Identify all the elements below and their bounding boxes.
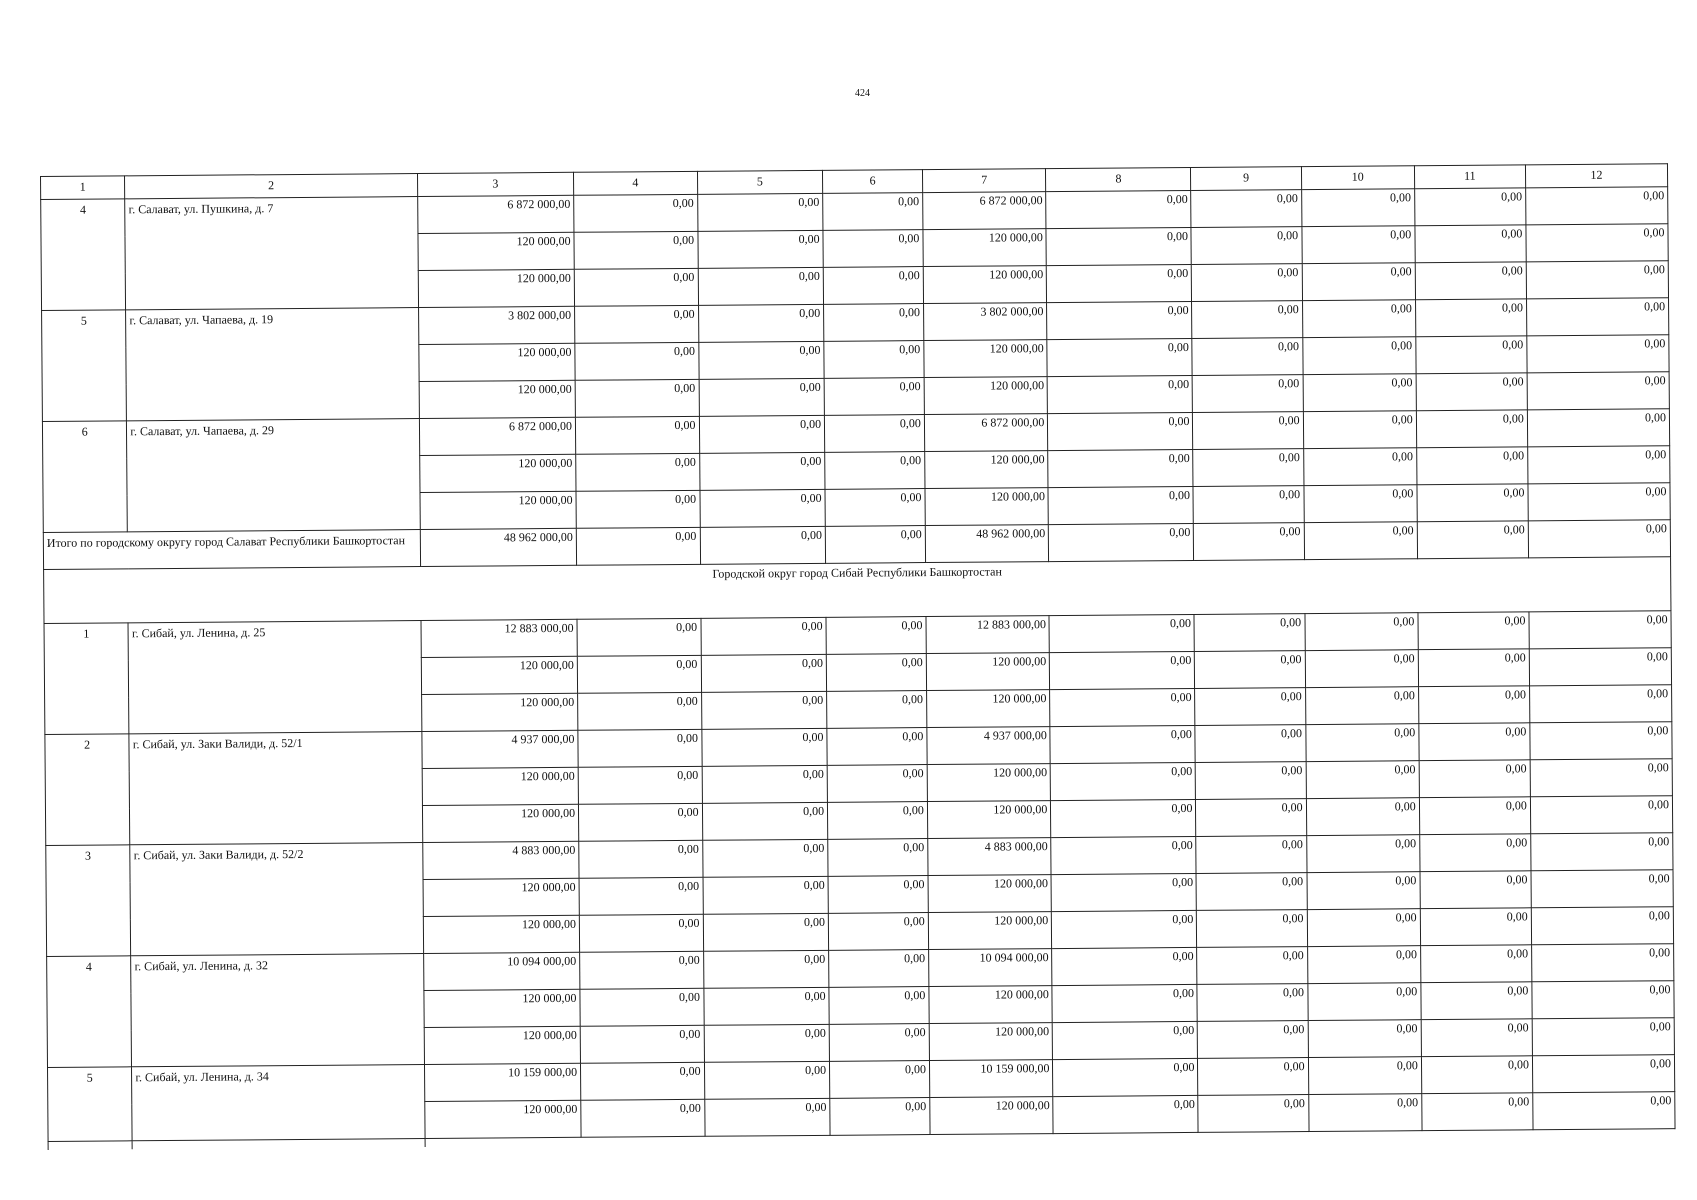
value-cell-col-10: 0,00 (1306, 835, 1419, 873)
value-cell-col-3: 6 872 000,00 (419, 417, 576, 455)
value-cell-col-6: 0,00 (827, 728, 927, 766)
row-number-cell: 3 (46, 845, 131, 957)
header-cell-4: 4 (574, 171, 698, 195)
value-cell-col-6: 0,00 (824, 378, 924, 416)
value-cell-col-9: 0,00 (1194, 614, 1304, 652)
value-cell-col-8: 0,00 (1051, 873, 1196, 911)
value-cell-col-10: 0,00 (1307, 872, 1420, 910)
value-cell-col-3: 120 000,00 (424, 1100, 581, 1138)
value-cell-col-9: 0,00 (1195, 688, 1305, 726)
value-cell-col-11: 0,00 (1416, 373, 1527, 411)
value-cell-col-11: 0,00 (1419, 723, 1530, 761)
value-cell-col-3: 10 159 000,00 (424, 1063, 581, 1101)
value-cell-col-3: 120 000,00 (420, 491, 577, 529)
value-cell-col-7: 120 000,00 (924, 377, 1048, 415)
value-cell-col-4: 0,00 (578, 766, 702, 804)
value-cell-col-10: 0,00 (1308, 1020, 1421, 1058)
row-number-cell: 1 (44, 623, 129, 735)
value-cell-col-12: 0,00 (1526, 298, 1668, 336)
value-cell-col-9: 0,00 (1192, 338, 1302, 376)
address-cell: г. Салават, ул. Чапаева, д. 29 (127, 419, 420, 532)
value-cell-col-11: 0,00 (1420, 945, 1531, 983)
address-cell: г. Сибай, ул. Ленина, д. 32 (131, 954, 424, 1067)
value-cell-col-7: 120 000,00 (925, 488, 1049, 526)
value-cell-col-10: 0,00 (1302, 337, 1415, 375)
value-cell-col-4: 0,00 (580, 951, 704, 989)
value-cell-col-6: 0,00 (828, 802, 928, 840)
value-cell-col-9: 0,00 (1198, 1095, 1308, 1133)
address-cell: г. Сибай, ул. Ленина, д. 34 (132, 1065, 425, 1141)
value-cell-col-6: 0,00 (827, 691, 927, 729)
value-cell-col-4: 0,00 (579, 840, 703, 878)
value-cell-col-4: 0,00 (575, 379, 699, 417)
value-cell-col-3: 120 000,00 (419, 380, 576, 418)
value-cell-col-12: 0,00 (1532, 981, 1674, 1019)
value-cell-col-8: 0,00 (1051, 762, 1196, 800)
value-cell-col-4: 0,00 (574, 268, 698, 306)
value-cell-col-6: 0,00 (825, 452, 925, 490)
row-number-cell: 6 (42, 421, 127, 533)
value-cell-col-10: 0,00 (1302, 226, 1415, 264)
value-cell-col-9: 0,00 (1198, 1058, 1308, 1096)
value-cell-col-4: 0,00 (574, 194, 698, 232)
value-cell-col-7: 120 000,00 (928, 875, 1052, 913)
value-cell-col-4: 0,00 (575, 416, 699, 454)
value-cell-col-7: 120 000,00 (927, 764, 1051, 802)
value-cell-col-6: 0,00 (829, 1024, 929, 1062)
budget-table (40, 163, 1676, 1150)
value-cell-col-12: 0,00 (1531, 944, 1673, 982)
value-cell-col-12: 0,00 (1528, 446, 1670, 484)
header-cell-6: 6 (823, 170, 923, 194)
value-cell-col-12: 0,00 (1528, 483, 1670, 521)
address-cell: г. Сибай, ул. Заки Валиди, д. 52/2 (130, 843, 423, 956)
total-value-col-4: 0,00 (576, 527, 700, 565)
value-cell-col-12: 0,00 (1531, 870, 1673, 908)
value-cell-col-11: 0,00 (1415, 262, 1526, 300)
address-cell: г. Салават, ул. Чапаева, д. 19 (126, 308, 419, 421)
continuation-cell (48, 1141, 132, 1150)
header-cell-9: 9 (1191, 167, 1301, 191)
value-cell-col-10: 0,00 (1305, 687, 1418, 725)
value-cell-col-9: 0,00 (1193, 412, 1303, 450)
value-cell-col-4: 0,00 (578, 729, 702, 767)
header-cell-2: 2 (125, 174, 417, 199)
value-cell-col-7: 120 000,00 (928, 912, 1052, 950)
value-cell-col-4: 0,00 (578, 692, 702, 730)
value-cell-col-12: 0,00 (1526, 261, 1668, 299)
value-cell-col-12: 0,00 (1529, 611, 1671, 649)
value-cell-col-12: 0,00 (1527, 335, 1669, 373)
value-cell-col-5: 0,00 (704, 1061, 830, 1099)
value-cell-col-5: 0,00 (702, 802, 828, 840)
value-cell-col-4: 0,00 (581, 1062, 705, 1100)
value-cell-col-8: 0,00 (1047, 375, 1192, 413)
value-cell-col-8: 0,00 (1048, 486, 1193, 524)
total-value-col-10: 0,00 (1304, 522, 1417, 560)
value-cell-col-10: 0,00 (1303, 374, 1416, 412)
row-number-cell: 5 (48, 1067, 133, 1142)
value-cell-col-7: 6 872 000,00 (924, 414, 1048, 452)
value-cell-col-6: 0,00 (830, 1061, 930, 1099)
value-cell-col-10: 0,00 (1307, 946, 1420, 984)
value-cell-col-7: 10 159 000,00 (929, 1060, 1053, 1098)
value-cell-col-8: 0,00 (1051, 799, 1196, 837)
value-cell-col-9: 0,00 (1193, 375, 1303, 413)
value-cell-col-4: 0,00 (575, 305, 699, 343)
value-cell-col-8: 0,00 (1047, 301, 1192, 339)
value-cell-col-9: 0,00 (1192, 301, 1302, 339)
value-cell-col-11: 0,00 (1416, 447, 1527, 485)
value-cell-col-6: 0,00 (829, 950, 929, 988)
value-cell-col-3: 120 000,00 (418, 269, 575, 307)
value-cell-col-8: 0,00 (1046, 190, 1191, 228)
value-cell-col-7: 4 937 000,00 (927, 727, 1051, 765)
value-cell-col-3: 10 094 000,00 (423, 952, 580, 990)
row-number-cell: 2 (45, 734, 130, 846)
value-cell-col-11: 0,00 (1422, 1093, 1533, 1131)
value-cell-col-5: 0,00 (701, 728, 827, 766)
value-cell-col-4: 0,00 (577, 618, 701, 656)
value-cell-col-7: 12 883 000,00 (926, 616, 1050, 654)
continuation-cell (132, 1139, 424, 1150)
value-cell-col-9: 0,00 (1197, 947, 1307, 985)
value-cell-col-12: 0,00 (1527, 372, 1669, 410)
value-cell-col-12: 0,00 (1529, 685, 1671, 723)
value-cell-col-8: 0,00 (1048, 412, 1193, 450)
value-cell-col-3: 120 000,00 (423, 878, 580, 916)
value-cell-col-8: 0,00 (1047, 264, 1192, 302)
value-cell-col-8: 0,00 (1047, 338, 1192, 376)
total-value-col-12: 0,00 (1528, 520, 1670, 558)
value-cell-col-4: 0,00 (580, 988, 704, 1026)
row-number-cell: 5 (42, 310, 127, 422)
value-cell-col-11: 0,00 (1415, 225, 1526, 263)
value-cell-col-7: 4 883 000,00 (928, 838, 1052, 876)
value-cell-col-5: 0,00 (701, 691, 827, 729)
value-cell-col-9: 0,00 (1196, 836, 1306, 874)
value-cell-col-8: 0,00 (1053, 1058, 1198, 1096)
value-cell-col-11: 0,00 (1421, 1019, 1532, 1057)
value-cell-col-9: 0,00 (1191, 227, 1301, 265)
row-number-cell: 4 (41, 199, 126, 311)
value-cell-col-11: 0,00 (1421, 982, 1532, 1020)
value-cell-col-9: 0,00 (1196, 762, 1306, 800)
value-cell-col-7: 120 000,00 (929, 986, 1053, 1024)
value-cell-col-6: 0,00 (823, 193, 923, 231)
value-cell-col-10: 0,00 (1305, 613, 1418, 651)
value-cell-col-4: 0,00 (580, 1025, 704, 1063)
header-cell-3: 3 (417, 172, 574, 196)
value-cell-col-6: 0,00 (826, 617, 926, 655)
budget-table-sheet (40, 163, 1676, 1150)
value-cell-col-3: 4 883 000,00 (422, 841, 579, 879)
value-cell-col-12: 0,00 (1529, 648, 1671, 686)
value-cell-col-11: 0,00 (1418, 612, 1529, 650)
value-cell-col-11: 0,00 (1418, 649, 1529, 687)
value-cell-col-8: 0,00 (1053, 1095, 1198, 1133)
value-cell-col-10: 0,00 (1308, 1057, 1421, 1095)
value-cell-col-7: 120 000,00 (924, 340, 1048, 378)
page-number: 424 (855, 88, 870, 99)
value-cell-col-7: 120 000,00 (925, 451, 1049, 489)
value-cell-col-9: 0,00 (1193, 449, 1303, 487)
value-cell-col-8: 0,00 (1052, 910, 1197, 948)
value-cell-col-5: 0,00 (704, 1098, 830, 1136)
value-cell-col-9: 0,00 (1197, 984, 1307, 1022)
value-cell-col-8: 0,00 (1048, 449, 1193, 487)
value-cell-col-11: 0,00 (1417, 484, 1528, 522)
value-cell-col-12: 0,00 (1531, 907, 1673, 945)
value-cell-col-7: 6 872 000,00 (923, 192, 1047, 230)
value-cell-col-5: 0,00 (701, 617, 827, 655)
value-cell-col-7: 3 802 000,00 (923, 303, 1047, 341)
value-cell-col-5: 0,00 (702, 765, 828, 803)
value-cell-col-3: 120 000,00 (423, 915, 580, 953)
value-cell-col-3: 12 883 000,00 (421, 619, 578, 657)
value-cell-col-7: 120 000,00 (929, 1023, 1053, 1061)
value-cell-col-5: 0,00 (702, 839, 828, 877)
value-cell-col-5: 0,00 (697, 230, 823, 268)
value-cell-col-11: 0,00 (1421, 1056, 1532, 1094)
value-cell-col-10: 0,00 (1307, 983, 1420, 1021)
value-cell-col-5: 0,00 (698, 304, 824, 342)
value-cell-col-5: 0,00 (697, 193, 823, 231)
value-cell-col-6: 0,00 (824, 341, 924, 379)
value-cell-col-8: 0,00 (1052, 984, 1197, 1022)
address-cell: г. Сибай, ул. Заки Валиди, д. 52/1 (129, 732, 422, 845)
value-cell-col-6: 0,00 (826, 654, 926, 692)
value-cell-col-7: 120 000,00 (927, 801, 1051, 839)
value-cell-col-12: 0,00 (1532, 1055, 1674, 1093)
header-cell-11: 11 (1414, 165, 1525, 189)
value-cell-col-11: 0,00 (1419, 760, 1530, 798)
header-cell-5: 5 (697, 170, 823, 194)
value-cell-col-9: 0,00 (1191, 190, 1301, 228)
value-cell-col-12: 0,00 (1530, 722, 1672, 760)
value-cell-col-6: 0,00 (824, 415, 924, 453)
table-body (41, 164, 1676, 1150)
header-cell-7: 7 (922, 169, 1046, 193)
value-cell-col-9: 0,00 (1193, 486, 1303, 524)
value-cell-col-3: 120 000,00 (424, 1026, 581, 1064)
value-cell-col-7: 120 000,00 (923, 266, 1047, 304)
value-cell-col-10: 0,00 (1303, 411, 1416, 449)
value-cell-col-8: 0,00 (1053, 1021, 1198, 1059)
value-cell-col-4: 0,00 (581, 1099, 705, 1137)
value-cell-col-3: 6 872 000,00 (417, 195, 574, 233)
value-cell-col-11: 0,00 (1416, 336, 1527, 374)
value-cell-col-11: 0,00 (1415, 299, 1526, 337)
value-cell-col-7: 120 000,00 (926, 653, 1050, 691)
value-cell-col-10: 0,00 (1308, 1094, 1421, 1132)
value-cell-col-4: 0,00 (575, 342, 699, 380)
value-cell-col-6: 0,00 (824, 304, 924, 342)
value-cell-col-6: 0,00 (828, 876, 928, 914)
value-cell-col-5: 0,00 (700, 489, 826, 527)
value-cell-col-5: 0,00 (701, 654, 827, 692)
total-value-col-5: 0,00 (700, 526, 826, 564)
value-cell-col-10: 0,00 (1305, 650, 1418, 688)
value-cell-col-5: 0,00 (704, 1024, 830, 1062)
value-cell-col-5: 0,00 (699, 452, 825, 490)
value-cell-col-5: 0,00 (703, 987, 829, 1025)
value-cell-col-8: 0,00 (1050, 688, 1195, 726)
value-cell-col-12: 0,00 (1531, 833, 1673, 871)
value-cell-col-9: 0,00 (1197, 910, 1307, 948)
value-cell-col-6: 0,00 (829, 987, 929, 1025)
value-cell-col-6: 0,00 (825, 489, 925, 527)
value-cell-col-4: 0,00 (578, 803, 702, 841)
value-cell-col-5: 0,00 (698, 267, 824, 305)
value-cell-col-5: 0,00 (699, 415, 825, 453)
value-cell-col-3: 120 000,00 (422, 767, 579, 805)
header-cell-12: 12 (1525, 164, 1667, 188)
value-cell-col-3: 120 000,00 (424, 989, 581, 1027)
value-cell-col-12: 0,00 (1526, 187, 1668, 225)
header-cell-10: 10 (1301, 166, 1414, 190)
value-cell-col-9: 0,00 (1192, 264, 1302, 302)
value-cell-col-8: 0,00 (1052, 947, 1197, 985)
value-cell-col-9: 0,00 (1195, 651, 1305, 689)
row-number-cell: 4 (47, 956, 132, 1068)
value-cell-col-8: 0,00 (1051, 836, 1196, 874)
value-cell-col-10: 0,00 (1302, 300, 1415, 338)
value-cell-col-3: 120 000,00 (418, 343, 575, 381)
value-cell-col-4: 0,00 (579, 914, 703, 952)
value-cell-col-11: 0,00 (1414, 188, 1525, 226)
address-cell: г. Салават, ул. Пушкина, д. 7 (125, 197, 418, 310)
value-cell-col-8: 0,00 (1050, 651, 1195, 689)
value-cell-col-5: 0,00 (703, 913, 829, 951)
value-cell-col-3: 120 000,00 (421, 656, 578, 694)
address-cell: г. Сибай, ул. Ленина, д. 25 (128, 621, 421, 734)
value-cell-col-6: 0,00 (823, 267, 923, 305)
value-cell-col-11: 0,00 (1418, 686, 1529, 724)
value-cell-col-10: 0,00 (1306, 798, 1419, 836)
value-cell-col-11: 0,00 (1419, 834, 1530, 872)
value-cell-col-4: 0,00 (577, 655, 701, 693)
total-value-col-11: 0,00 (1417, 521, 1528, 559)
value-cell-col-5: 0,00 (699, 378, 825, 416)
value-cell-col-11: 0,00 (1420, 871, 1531, 909)
value-cell-col-5: 0,00 (703, 950, 829, 988)
value-cell-col-10: 0,00 (1307, 909, 1420, 947)
value-cell-col-3: 3 802 000,00 (418, 306, 575, 344)
value-cell-col-6: 0,00 (828, 839, 928, 877)
value-cell-col-5: 0,00 (698, 341, 824, 379)
value-cell-col-8: 0,00 (1050, 725, 1195, 763)
value-cell-col-12: 0,00 (1526, 224, 1668, 262)
value-cell-col-8: 0,00 (1046, 227, 1191, 265)
value-cell-col-9: 0,00 (1196, 799, 1306, 837)
total-value-col-6: 0,00 (825, 526, 925, 564)
value-cell-col-12: 0,00 (1530, 759, 1672, 797)
header-cell-1: 1 (41, 176, 126, 200)
value-cell-col-9: 0,00 (1196, 873, 1306, 911)
value-cell-col-6: 0,00 (828, 913, 928, 951)
total-value-col-3: 48 962 000,00 (420, 528, 577, 566)
value-cell-col-12: 0,00 (1527, 409, 1669, 447)
value-cell-col-7: 120 000,00 (930, 1097, 1054, 1135)
value-cell-col-10: 0,00 (1305, 724, 1418, 762)
value-cell-col-3: 120 000,00 (419, 454, 576, 492)
value-cell-col-6: 0,00 (823, 230, 923, 268)
value-cell-col-3: 4 937 000,00 (421, 730, 578, 768)
value-cell-col-12: 0,00 (1533, 1092, 1675, 1130)
value-cell-col-5: 0,00 (703, 876, 829, 914)
value-cell-col-3: 120 000,00 (418, 232, 575, 270)
total-label-cell: Итого по городскому округу город Салават Республики Башкортостан (43, 530, 420, 570)
value-cell-col-10: 0,00 (1301, 189, 1414, 227)
value-cell-col-7: 120 000,00 (926, 690, 1050, 728)
value-cell-col-4: 0,00 (579, 877, 703, 915)
total-value-col-8: 0,00 (1049, 523, 1194, 561)
value-cell-col-12: 0,00 (1532, 1018, 1674, 1056)
total-value-col-9: 0,00 (1194, 523, 1304, 561)
section-heading-cell: Городской округ город Сибай Республики Башкортостан (44, 557, 1671, 624)
value-cell-col-10: 0,00 (1302, 263, 1415, 301)
value-cell-col-9: 0,00 (1195, 725, 1305, 763)
value-cell-col-3: 120 000,00 (422, 804, 579, 842)
value-cell-col-11: 0,00 (1416, 410, 1527, 448)
value-cell-col-4: 0,00 (574, 231, 698, 269)
value-cell-col-6: 0,00 (827, 765, 927, 803)
value-cell-col-7: 10 094 000,00 (928, 949, 1052, 987)
value-cell-col-4: 0,00 (576, 490, 700, 528)
value-cell-col-10: 0,00 (1303, 448, 1416, 486)
value-cell-col-9: 0,00 (1198, 1021, 1308, 1059)
value-cell-col-7: 120 000,00 (923, 229, 1047, 267)
value-cell-col-12: 0,00 (1530, 796, 1672, 834)
value-cell-col-11: 0,00 (1419, 797, 1530, 835)
value-cell-col-3: 120 000,00 (421, 693, 578, 731)
value-cell-col-4: 0,00 (576, 453, 700, 491)
value-cell-col-8: 0,00 (1049, 614, 1194, 652)
value-cell-col-10: 0,00 (1306, 761, 1419, 799)
total-value-col-7: 48 962 000,00 (925, 525, 1049, 563)
value-cell-col-6: 0,00 (830, 1098, 930, 1136)
value-cell-col-11: 0,00 (1420, 908, 1531, 946)
value-cell-col-10: 0,00 (1304, 485, 1417, 523)
header-cell-8: 8 (1046, 167, 1191, 191)
